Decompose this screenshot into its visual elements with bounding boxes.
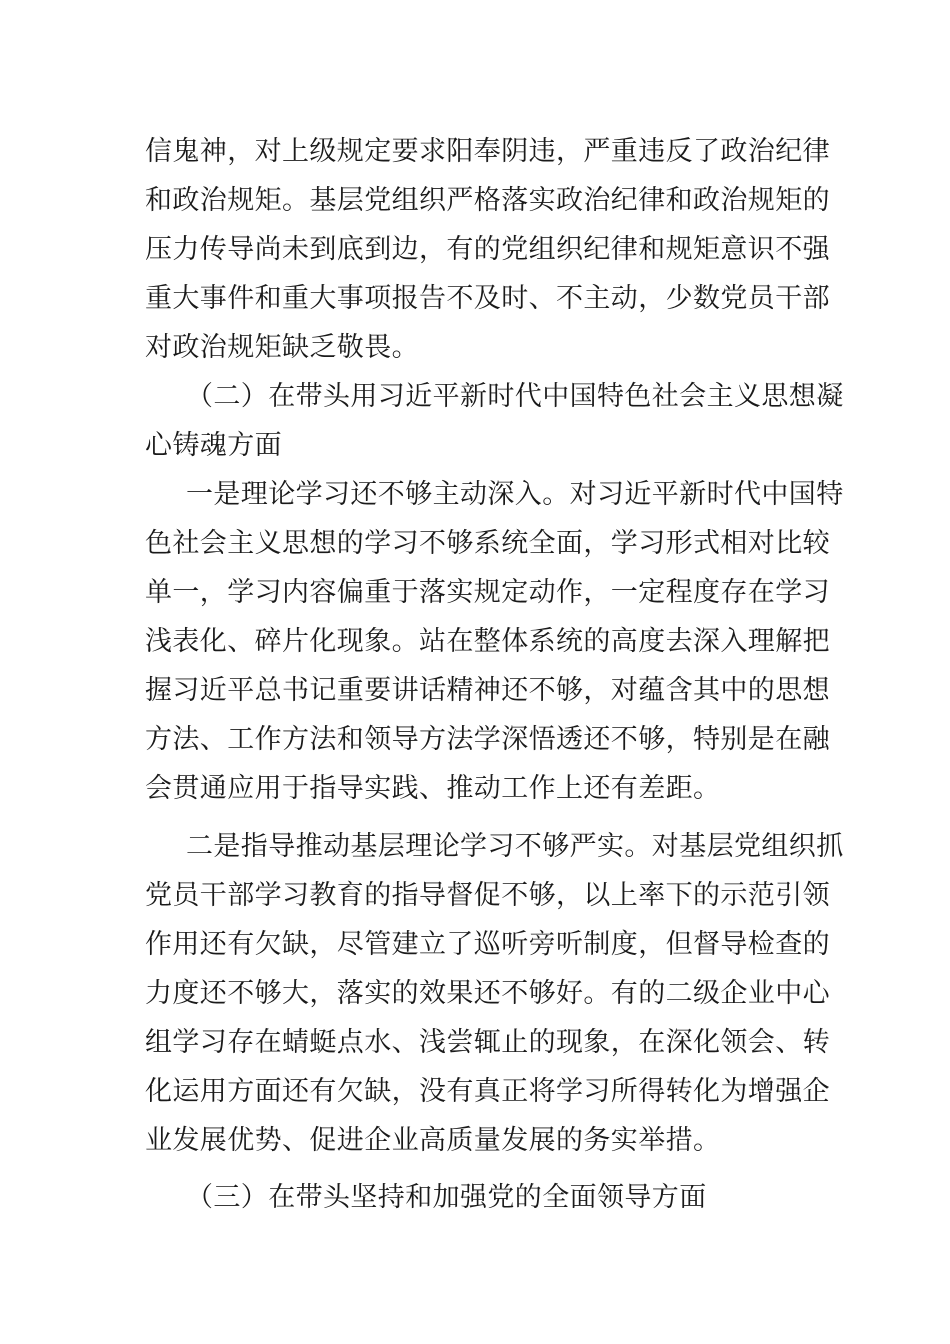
- paragraph-1-line-2: 色社会主义思想的学习不够系统全面，学习形式相对比较: [145, 528, 830, 559]
- section-heading-3: （三）在带头坚持和加强党的全面领导方面: [186, 1182, 707, 1213]
- paragraph-1-line-3: 单一，学习内容偏重于落实规定动作，一定程度存在学习: [145, 577, 830, 608]
- paragraph-2-line-5: 组学习存在蜻蜓点水、浅尝辄止的现象，在深化领会、转: [145, 1027, 830, 1058]
- paragraph-1-line-6: 方法、工作方法和领导方法学深悟透还不够，特别是在融: [145, 724, 830, 755]
- section-heading-2-line-1: （二）在带头用习近平新时代中国特色社会主义思想凝: [186, 381, 844, 412]
- paragraph-1-line-1: 一是理论学习还不够主动深入。对习近平新时代中国特: [186, 479, 844, 510]
- paragraph-1-line-4: 浅表化、碎片化现象。站在整体系统的高度去深入理解把: [145, 626, 830, 657]
- section-heading-2-line-2: 心铸魂方面: [145, 430, 282, 461]
- text-line-2: 和政治规矩。基层党组织严格落实政治纪律和政治规矩的: [145, 185, 830, 216]
- paragraph-1-line-7: 会贯通应用于指导实践、推动工作上还有差距。: [145, 773, 721, 804]
- text-line-1: 信鬼神，对上级规定要求阳奉阴违，严重违反了政治纪律: [145, 136, 830, 167]
- text-line-5: 对政治规矩缺乏敬畏。: [145, 332, 419, 363]
- text-line-4: 重大事件和重大事项报告不及时、不主动，少数党员干部: [145, 283, 830, 314]
- paragraph-2-line-2: 党员干部学习教育的指导督促不够，以上率下的示范引领: [145, 880, 830, 911]
- paragraph-2-line-4: 力度还不够大，落实的效果还不够好。有的二级企业中心: [145, 978, 830, 1009]
- paragraph-2-line-7: 业发展优势、促进企业高质量发展的务实举措。: [145, 1125, 721, 1156]
- text-line-3: 压力传导尚未到底到边，有的党组织纪律和规矩意识不强: [145, 234, 830, 265]
- paragraph-2-line-1: 二是指导推动基层理论学习不够严实。对基层党组织抓: [186, 831, 844, 862]
- paragraph-1-line-5: 握习近平总书记重要讲话精神还不够，对蕴含其中的思想: [145, 675, 830, 706]
- paragraph-2-line-3: 作用还有欠缺，尽管建立了巡听旁听制度，但督导检查的: [145, 929, 830, 960]
- paragraph-2-line-6: 化运用方面还有欠缺，没有真正将学习所得转化为增强企: [145, 1076, 830, 1107]
